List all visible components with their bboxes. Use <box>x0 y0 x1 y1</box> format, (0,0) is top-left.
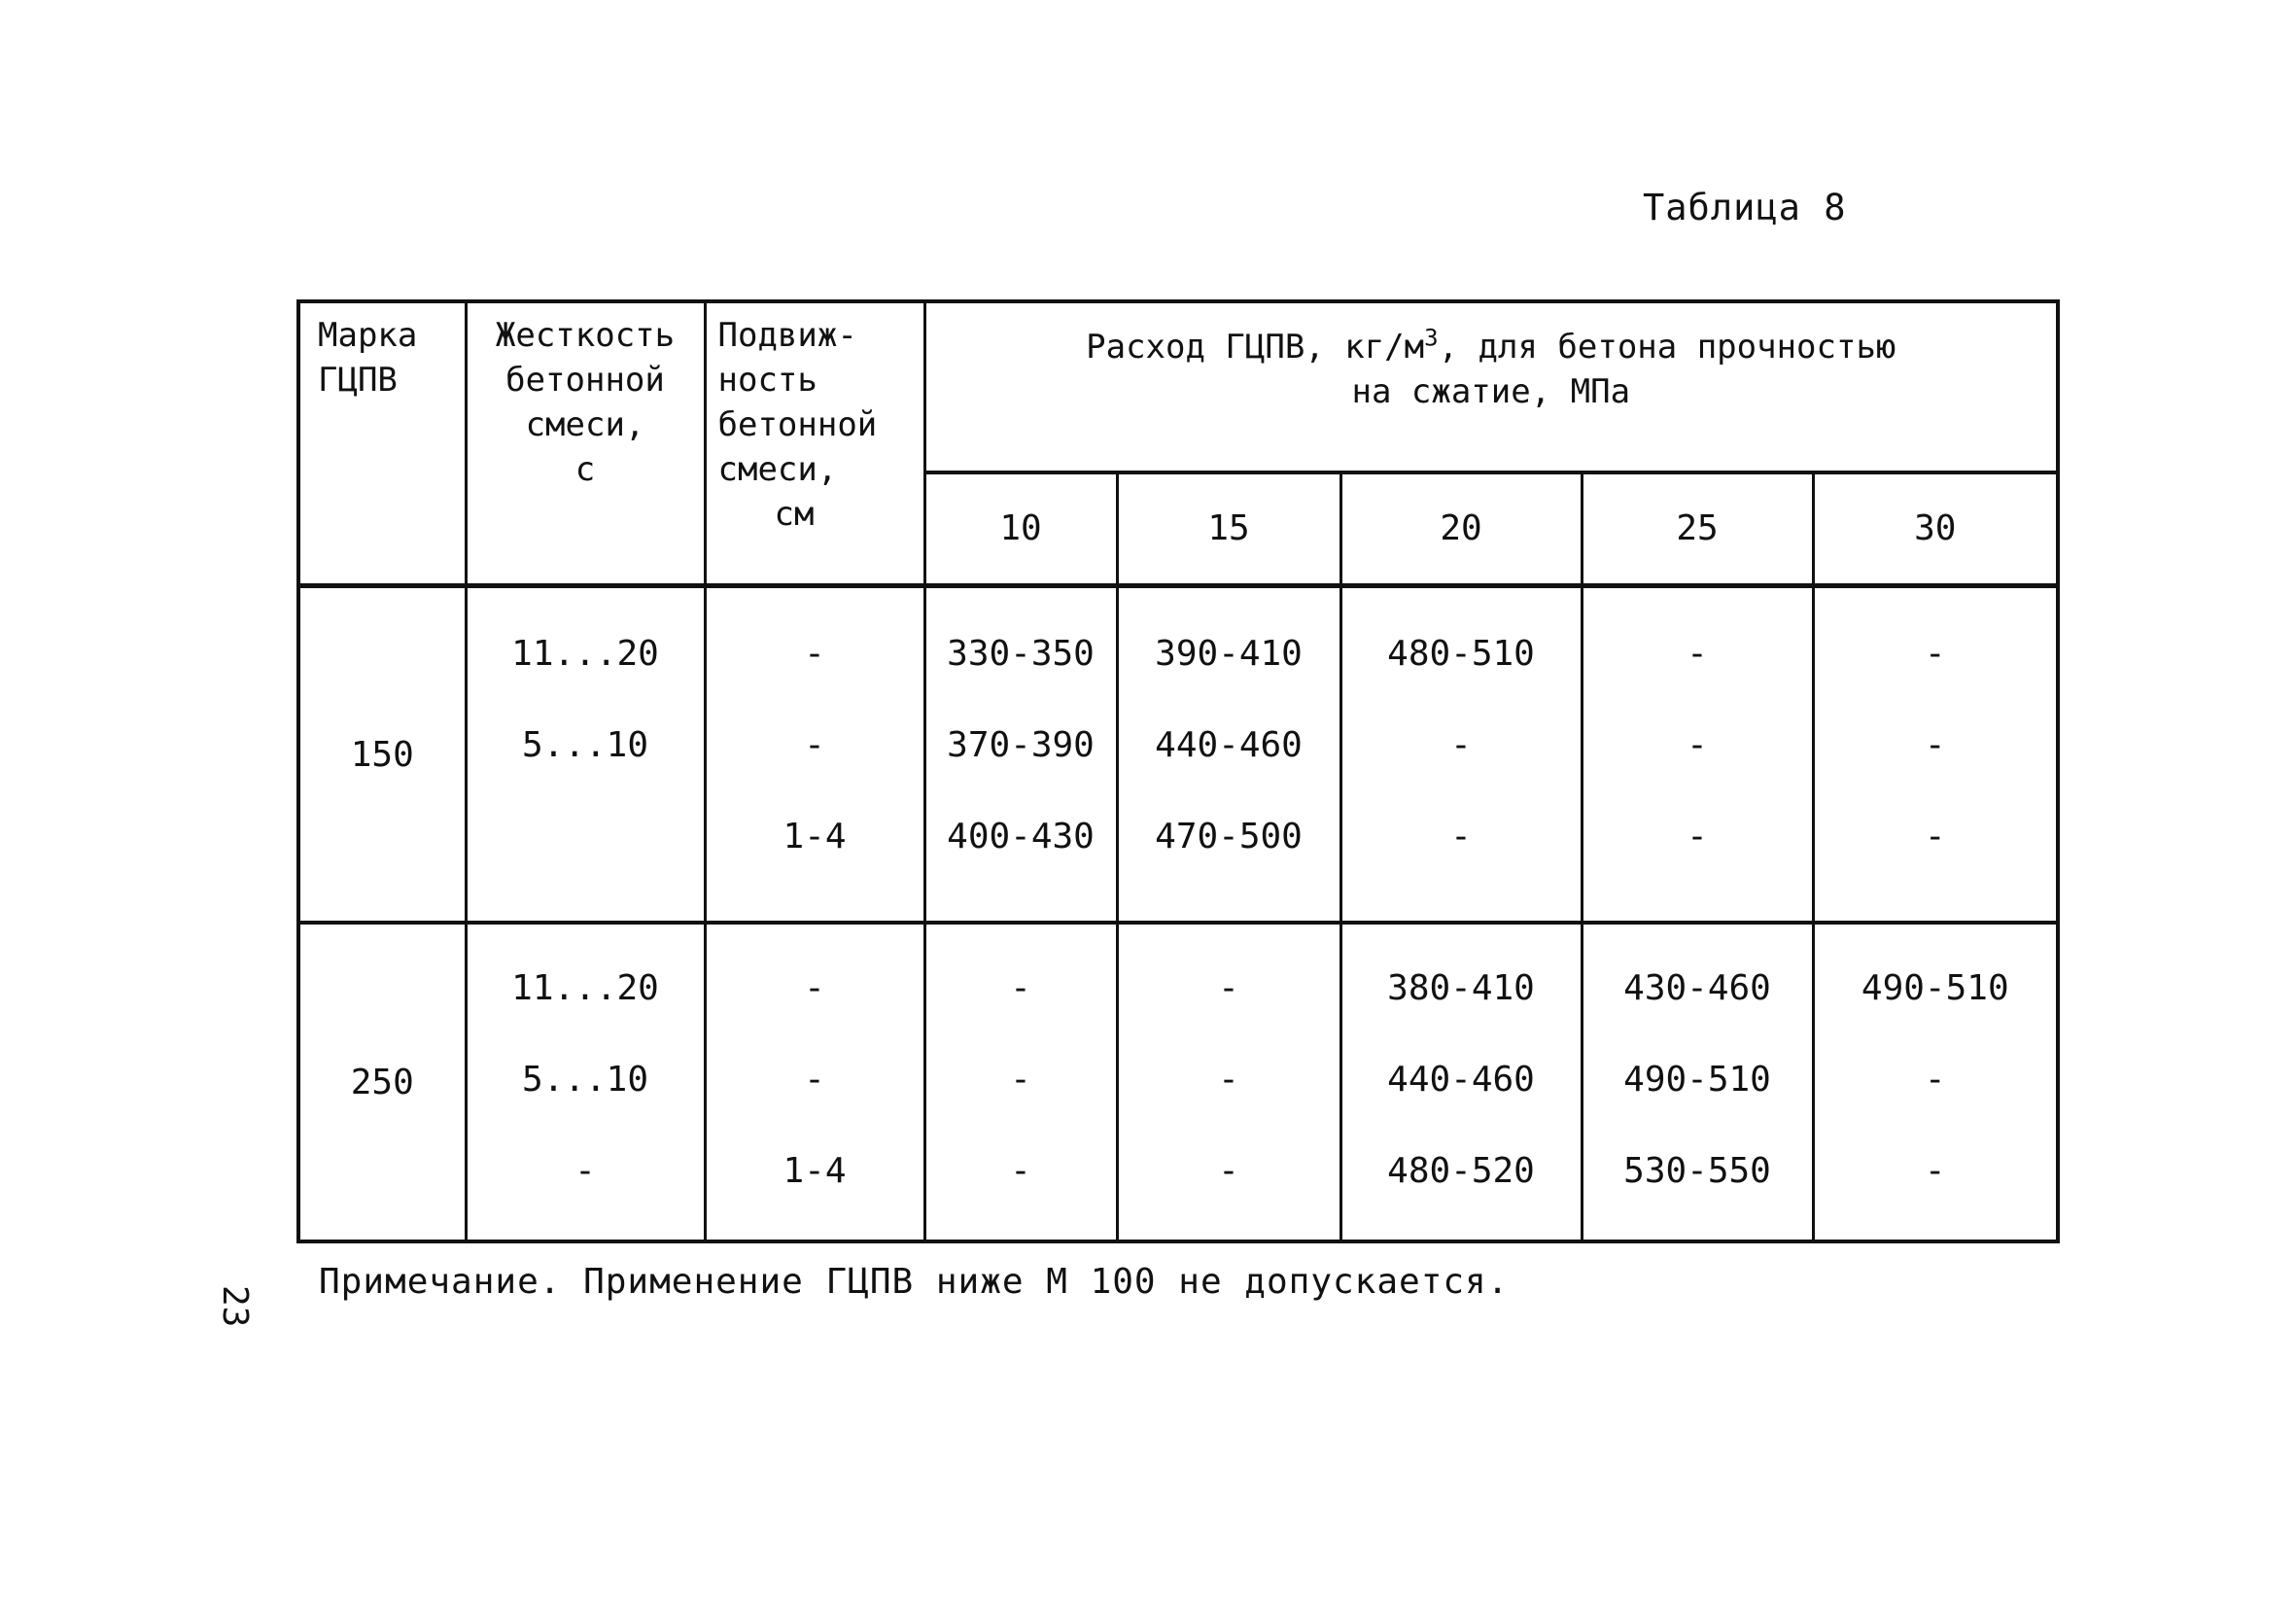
header-mobility-line: бетонной <box>717 405 878 444</box>
cell-strength-25: 430-460 490-510 530-550 <box>1582 923 1813 1241</box>
header-strength-30: 30 <box>1813 472 2058 586</box>
header-stiffness <box>466 301 705 586</box>
cell-mobility: - - 1-4 <box>705 586 924 924</box>
header-strength-20: 20 <box>1340 472 1582 586</box>
cell-stiffness: 11...20 5...10 - <box>466 923 705 1241</box>
header-stiffness-line: бетонной <box>505 361 665 400</box>
cell-mobility: - - 1-4 <box>705 923 924 1241</box>
header-mobility-line: ность <box>717 361 818 400</box>
header-brand-line: ГЦПВ <box>318 361 398 400</box>
header-strength-15: 15 <box>1117 472 1340 586</box>
header-mobility <box>705 301 924 586</box>
header-brand-line: Марка <box>318 316 418 355</box>
cell-strength-15: 390-410 440-460 470-500 <box>1117 586 1340 924</box>
cell-stiffness: 11...20 5...10 <box>466 586 705 924</box>
cell-strength-30: - - - <box>1813 586 2058 924</box>
cell-brand: 250 <box>298 923 466 1241</box>
header-stiffness-line: смеси, <box>525 405 645 444</box>
header-mobility-line: смеси, <box>717 450 838 489</box>
header-mobility-line: Подвиж- <box>717 316 857 355</box>
cell-strength-10: - - - <box>924 923 1117 1241</box>
header-strength-25: 25 <box>1582 472 1813 586</box>
header-stiffness-line: Жесткость <box>495 316 676 355</box>
page-number: 23 <box>215 1285 255 1328</box>
table-note: Примечание. Применение ГЦПВ ниже М 100 не допускается. <box>319 1262 1510 1302</box>
cell-strength-15: - - - <box>1117 923 1340 1241</box>
header-consumption-line1: Расход ГЦПВ, $кг/м^3$, для бетона прочностью <box>1086 324 1896 367</box>
cell-strength-10: 330-350 370-390 400-430 <box>924 586 1117 924</box>
cell-strength-30: 490-510 - - <box>1813 923 2058 1241</box>
header-mobility-line: см <box>774 495 815 534</box>
header-consumption-line2: на сжатие, МПа <box>1351 372 1631 411</box>
header-brand <box>298 301 466 586</box>
table-caption: Таблица 8 <box>1643 187 1847 228</box>
cell-strength-20: 380-410 440-460 480-520 <box>1340 923 1582 1241</box>
cell-strength-25: - - - <box>1582 586 1813 924</box>
table-row-group-250 <box>298 923 2058 1241</box>
header-consumption <box>924 301 2058 472</box>
header-stiffness-line: с <box>574 450 596 489</box>
header-strength-10: 10 <box>924 472 1117 586</box>
cell-strength-20: 480-510 - - <box>1340 586 1582 924</box>
table-row-group-150 <box>298 586 2058 924</box>
consumption-table <box>296 299 2060 1243</box>
cell-brand: 150 <box>298 586 466 924</box>
